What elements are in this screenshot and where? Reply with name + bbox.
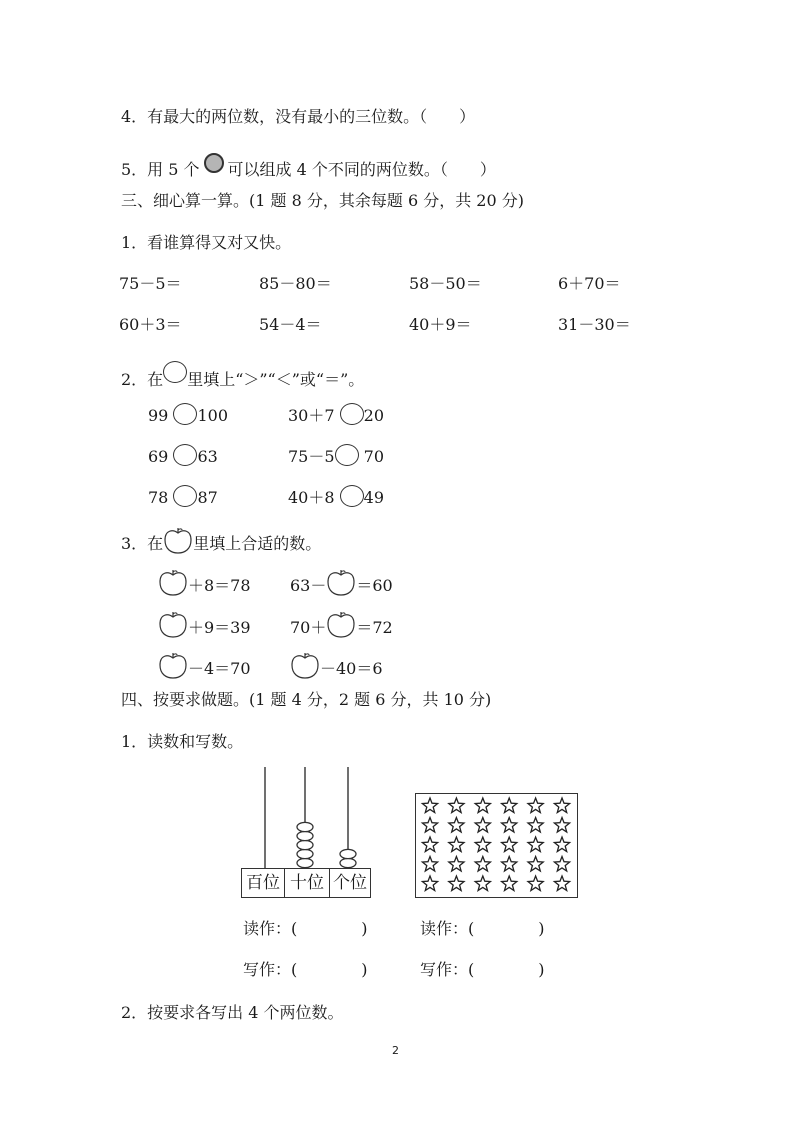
star-icon — [502, 798, 517, 813]
star-icon — [554, 837, 569, 852]
abacus-read-label: 读作：( ) — [243, 919, 368, 938]
apple-after: ＋8＝78 — [188, 576, 251, 595]
star-icon — [554, 876, 569, 891]
apple-blank[interactable] — [158, 652, 188, 680]
question-5 — [121, 153, 496, 180]
compare-right: 63 — [197, 447, 218, 466]
star-icon — [449, 857, 464, 872]
section-3-title: 三、细心算一算。(1 题 8 分，其余每题 6 分，共 20 分) — [121, 191, 524, 210]
star-icon — [475, 876, 490, 891]
star-icon — [502, 876, 517, 891]
apple-item — [290, 569, 393, 597]
abacus-bead — [297, 831, 313, 840]
star-box — [415, 793, 578, 898]
apple-after: ＝60 — [356, 576, 393, 595]
stars-read-label: 读作：( ) — [420, 919, 545, 938]
star-icon — [502, 837, 517, 852]
abacus — [241, 765, 373, 900]
star-icon — [422, 876, 437, 891]
abacus-bead — [297, 822, 313, 831]
star-icon — [554, 798, 569, 813]
question-5-prefix: 5．用 5 个 — [121, 160, 200, 179]
compare-circle[interactable] — [340, 485, 364, 507]
question-4: 4．有最大的两位数，没有最小的三位数。（ ） — [121, 107, 476, 126]
apple-item — [158, 611, 251, 639]
star-icon — [422, 818, 437, 833]
apple-item — [158, 652, 251, 680]
apple-blank[interactable] — [158, 569, 188, 597]
apple-blank[interactable] — [158, 611, 188, 639]
section-4-q2-title: 2．按要求各写出 4 个两位数。 — [121, 1003, 344, 1022]
circle-icon — [163, 361, 187, 383]
calc-item: 75－5＝ — [119, 274, 182, 293]
apple-item — [158, 569, 251, 597]
calc-item: 60＋3＝ — [119, 315, 182, 334]
star-icon — [554, 857, 569, 872]
compare-left: 40＋8 — [288, 488, 335, 507]
section-3-q3-title — [121, 527, 321, 555]
section-4-title: 四、按要求做题。(1 题 4 分，2 题 6 分，共 10 分) — [121, 690, 492, 709]
abacus-bead — [340, 849, 356, 858]
compare-right: 20 — [363, 406, 384, 425]
compare-item — [288, 485, 384, 508]
star-icon — [475, 857, 490, 872]
stars-write-label: 写作：( ) — [420, 960, 545, 979]
abacus-bead — [297, 840, 313, 849]
star-icon — [528, 837, 543, 852]
apple-after: －4＝70 — [188, 659, 251, 678]
calc-item: 6＋70＝ — [558, 274, 621, 293]
compare-right: 49 — [363, 488, 384, 507]
star-icon — [528, 798, 543, 813]
apple-before: 63－ — [290, 576, 327, 595]
q2-title-prefix: 2．在 — [121, 370, 164, 389]
page-number: 2 — [392, 1044, 399, 1057]
apple-item — [290, 652, 383, 680]
star-icon — [449, 818, 464, 833]
apple-after: ＝72 — [356, 618, 393, 637]
gray-ball-icon — [204, 153, 224, 173]
compare-item — [288, 403, 384, 426]
calc-item: 31－30＝ — [558, 315, 631, 334]
compare-circle[interactable] — [335, 444, 359, 466]
section-4-q1-title: 1．读数和写数。 — [121, 732, 244, 751]
q2-title-suffix: 里填上“＞”“＜”或“＝”。 — [187, 370, 365, 389]
star-icon — [528, 818, 543, 833]
abacus-write-label: 写作：( ) — [243, 960, 368, 979]
calc-item: 54－4＝ — [259, 315, 322, 334]
section-3-q2-title — [121, 361, 364, 390]
star-icon — [449, 837, 464, 852]
abacus-bead — [297, 858, 313, 867]
abacus-label-hundreds: 百位 — [242, 869, 285, 897]
apple-item — [290, 611, 393, 639]
compare-circle[interactable] — [173, 444, 197, 466]
compare-left: 99 — [148, 406, 169, 425]
star-grid — [416, 794, 576, 896]
star-icon — [502, 818, 517, 833]
star-icon — [449, 798, 464, 813]
compare-item — [148, 444, 218, 467]
compare-right: 87 — [197, 488, 218, 507]
compare-left: 30＋7 — [288, 406, 335, 425]
compare-left: 78 — [148, 488, 169, 507]
star-icon — [422, 798, 437, 813]
abacus-label-ones: 个位 — [333, 873, 367, 893]
compare-circle[interactable] — [173, 485, 197, 507]
calc-item: 40＋9＝ — [409, 315, 472, 334]
star-icon — [475, 798, 490, 813]
q3-title-suffix: 里填上合适的数。 — [193, 534, 322, 553]
compare-circle[interactable] — [340, 403, 364, 425]
compare-right: 70 — [363, 447, 384, 466]
calc-item: 58－50＝ — [409, 274, 482, 293]
abacus-bead — [297, 849, 313, 858]
abacus-labels — [241, 868, 371, 898]
apple-icon — [163, 527, 193, 555]
apple-after: －40＝6 — [320, 659, 383, 678]
q3-title-prefix: 3．在 — [121, 534, 164, 553]
star-icon — [475, 837, 490, 852]
apple-blank[interactable] — [326, 611, 356, 639]
compare-item — [148, 485, 218, 508]
compare-item — [148, 403, 228, 426]
star-icon — [554, 818, 569, 833]
section-3-q1-title: 1．看谁算得又对又快。 — [121, 233, 292, 252]
abacus-bead — [340, 858, 356, 867]
abacus-label-tens: 十位 — [285, 869, 330, 897]
apple-blank[interactable] — [326, 569, 356, 597]
star-icon — [449, 876, 464, 891]
compare-left: 75－5 — [288, 447, 335, 466]
compare-circle[interactable] — [173, 403, 197, 425]
apple-blank[interactable] — [290, 652, 320, 680]
compare-right: 100 — [197, 406, 228, 425]
compare-left: 69 — [148, 447, 169, 466]
apple-before: 70＋ — [290, 618, 327, 637]
star-icon — [528, 857, 543, 872]
question-5-suffix: 可以组成 4 个不同的两位数。（ ） — [227, 160, 496, 179]
star-icon — [475, 818, 490, 833]
star-icon — [422, 857, 437, 872]
calc-item: 85－80＝ — [259, 274, 332, 293]
apple-after: ＋9＝39 — [188, 618, 251, 637]
star-icon — [502, 857, 517, 872]
compare-item — [288, 444, 384, 467]
star-icon — [422, 837, 437, 852]
star-icon — [528, 876, 543, 891]
